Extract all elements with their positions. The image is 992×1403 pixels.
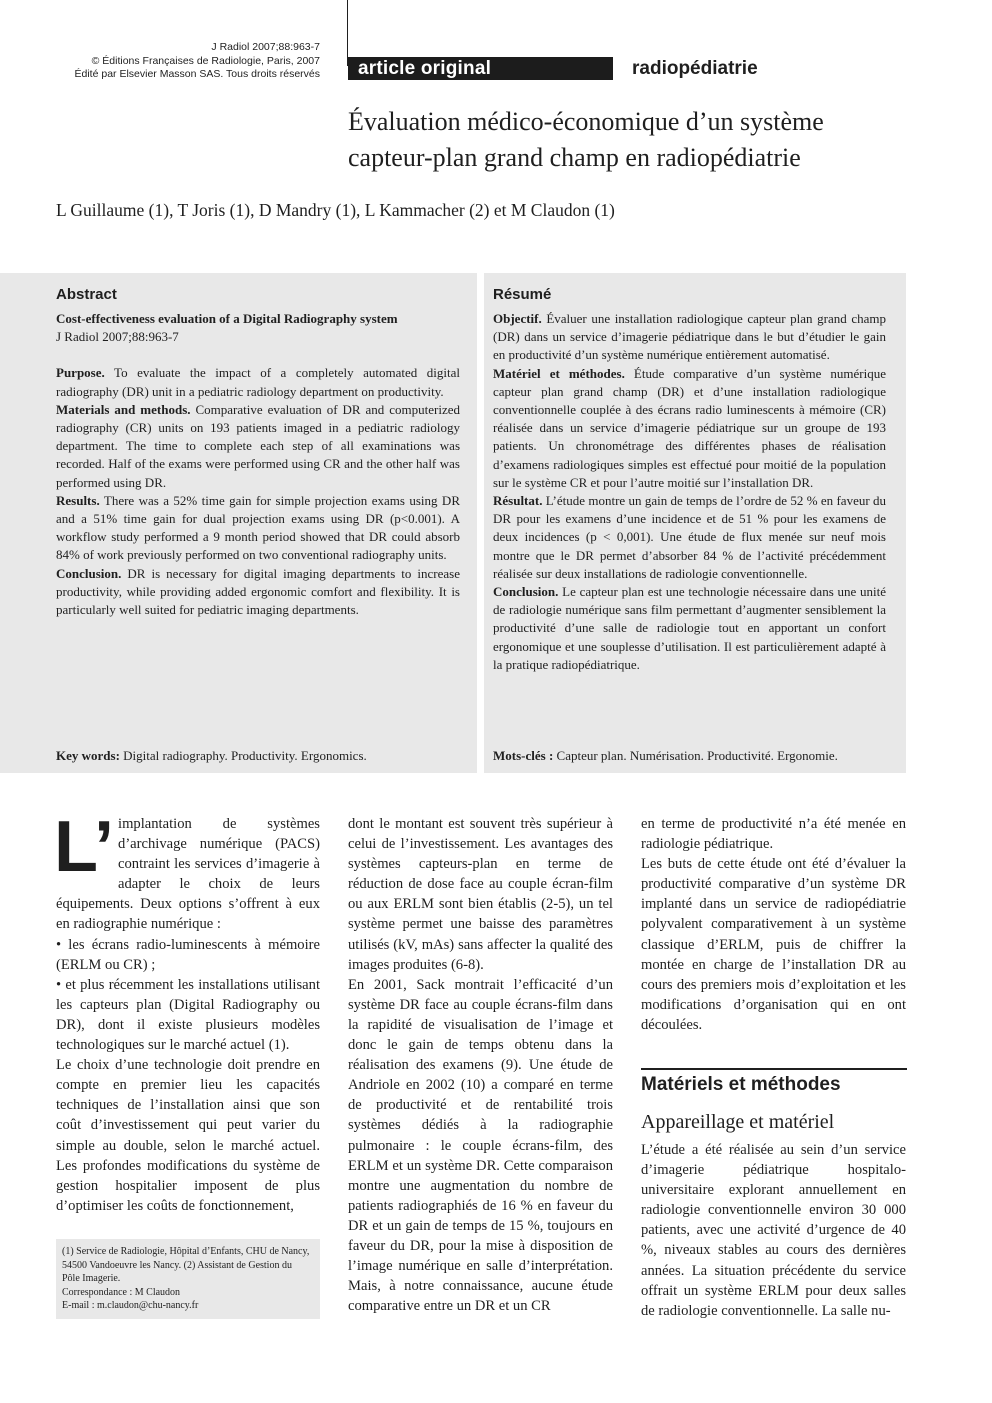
- body-column-3-bottom: [641, 1140, 906, 1321]
- footnote: [62, 1245, 312, 1313]
- resume-resultat: [493, 492, 886, 583]
- journal-publisher: Édité par Elsevier Masson SAS. Tous droits réservés: [74, 68, 320, 80]
- journal-citation: J Radiol 2007;88:963-7: [211, 41, 320, 53]
- rubric-label: radiopédiatrie: [632, 58, 758, 79]
- methodes-text: Étude comparative d’un système numérique capteur plan grand champ (DR) et d’une installation radiologique conventionnelle couplée à des écrans radio luminescents à mémoire (CR) réalisée dans un service d’imagerie pédiatrique sur un groupe de 193 patients. Un chronométrage des différentes phases de réalisation d’examens radiologiques simples est effectué pour moitié de la population sur le système CR et pour l’autre moitié sur l’installation DR.: [493, 365, 887, 490]
- section-heading: Matériels et méthodes: [641, 1074, 841, 1095]
- purpose-label: Purpose.: [56, 365, 105, 381]
- paragraph: dont le montant est souvent très supérieur à celui de l’investissement. Les avantages des systèmes capteurs-plan en terme de réduction de dose face au couple écran-film ou aux ERLM sont bien établis (2-5), un tel système permet une baisse des paramètres utilisés (kV, mAs) sans affecter la qualité des images produites (6-8).: [348, 816, 613, 973]
- conclusion-fr-text: Le capteur plan est une technologie nécessaire dans une unité de radiologie numérique sans film permettant d’augmenter sensiblement la productivité d’une salle de radiologie tout en apportant un confort ergonomique et une souplesse d’utilisation. Il est particulièrement adapté à la pratique radiopédiatrique.: [493, 584, 886, 672]
- keywords-en: [56, 747, 367, 765]
- abstract-subtitle: Cost-effectiveness evaluation of a Digital Radiography system: [56, 311, 398, 326]
- bullet-item: • les écrans radio-luminescents à mémoire (ERLM ou CR) ;: [56, 936, 320, 973]
- abstract-methods: [56, 401, 460, 492]
- body-column-2: [348, 814, 613, 1316]
- results-text: There was a 52% time gain for simple projection exams using DR and a 51% time gain for dual projection exams using DR (p<0.001). A workflow study performed a 9 month period showed that DR could absorb 84% of work previously performed on two conventional radiography units.: [56, 492, 460, 563]
- paragraph: en terme de productivité n’a été menée en radiologie pédiatrique.: [641, 816, 906, 853]
- conclusion-fr-label: Conclusion.: [493, 584, 559, 600]
- objectif-label: Objectif.: [493, 311, 542, 326]
- mots-cles-text: Capteur plan. Numérisation. Productivité. Ergonomie.: [553, 748, 838, 763]
- resume-conclusion: [493, 583, 886, 674]
- conclusion-label: Conclusion.: [56, 565, 122, 581]
- paragraph: En 2001, Sack montrait l’efficacité d’un système DR face au couple écrans-film dans la rapidité de visualisation de l’image et donc le gain de temps obtenu dans la réalisation des examens (9). Une étude de Andriole en 2002 (10) a comparé en terme de productivité et de rentabilité trois systèmes dédiés à la radiographie pulmonaire : le couple écrans-film, des ERLM et un système DR. Cette comparaison montre une augmentation du nombre de patients radiographiés de 16 % en faveur du DR et un gain de temps de 15 %, toujours en faveur du DR, pour la mise à disposition de l’image numérique en salle d’interprétation. Mais, à notre connaissance, aucune étude comparative entre un DR et un CR: [348, 976, 613, 1315]
- resume-methodes: [493, 365, 886, 492]
- keywords-fr: [493, 747, 838, 765]
- purpose-text: To evaluate the impact of a completely automated digital radiography (DR) unit in a pediatric radiology department on productivity.: [56, 365, 460, 399]
- body-column-3-top: [641, 814, 906, 1035]
- resultat-text: L’étude montre un gain de temps de l’ordre de 52 % en faveur du DR pour les examens d’une incidence et de 51 % pour les examens de deux incidences (p < 0,001). Une étude de flux menée sur neuf mois montre que le DR permet d’absorber 84 % de l’activité précédemment réalisée sur deux installations de radiologie conventionnelle.: [493, 493, 886, 581]
- conclusion-text: DR is necessary for digital imaging departments to increase productivity, while providing added ergonomic comfort and flexibility. It is particularly well suited for pediatric imaging departments.: [56, 565, 460, 618]
- results-label: Results.: [56, 492, 100, 508]
- resume-heading: Résumé: [493, 286, 552, 303]
- abstract-en: [56, 310, 460, 619]
- abstract-purpose: [56, 364, 460, 400]
- abstract-fr: [493, 310, 886, 674]
- resultat-label: Résultat.: [493, 493, 543, 509]
- footnote-email: E-mail : m.claudon@chu-nancy.fr: [62, 1300, 199, 1311]
- article-title: [348, 104, 908, 176]
- mots-cles-label: Mots-clés :: [493, 748, 554, 763]
- methodes-label: Matériel et méthodes.: [493, 365, 625, 381]
- title-line-1: Évaluation médico-économique d’un système: [348, 107, 824, 136]
- abstract-conclusion: [56, 565, 460, 620]
- author-list: L Guillaume (1), T Joris (1), D Mandry (1), L Kammacher (2) et M Claudon (1): [56, 200, 615, 220]
- paragraph: L’étude a été réalisée au sein d’un service d’imagerie pédiatrique hospitalo-universitaire explorant annuellement en radiologie conventionnelle environ 30 000 patients, avec une activité d’urgence de 40 %, niveaux stables au cours des dernières années. La situation précédente du service offrait un système ERLM pour deux salles de radiologie conventionnelle. La salle nu-: [641, 1142, 906, 1319]
- footnote-affiliations: (1) Service de Radiologie, Hôpital d’Enfants, CHU de Nancy, 54500 Vandoeuvre les Nancy. (2) Assistant de Gestion du Pôle Imagerie.: [62, 1246, 310, 1284]
- abstract-citation: J Radiol 2007;88:963-7: [56, 329, 179, 345]
- methods-text: Comparative evaluation of DR and computerized radiography (CR) units on 193 patients imaged in a pediatric radiology department. The time to complete each step of all examinations was recorded. Half of the exams were performed using CR and the other half was performed using DR.: [56, 401, 460, 490]
- bullet-item: • et plus récemment les installations utilisant les capteurs plan (Digital Radiography ou DR), dont il existe plusieurs modèles technologiques sur le marché actuel (1).: [56, 976, 320, 1054]
- resume-objectif: [493, 310, 886, 365]
- paragraph: Les buts de cette étude ont été d’évaluer la productivité comparative d’un système DR implanté dans un service de radiopédiatrie polyvalent comparativement à un système classique d’ERLM, puis de chiffrer la montée en charge de l’installation DR au cours des premiers mois d’exploitation et les modifications d’organisation qui en ont découlées.: [641, 856, 906, 1033]
- journal-copyright: © Éditions Françaises de Radiologie, Paris, 2007: [91, 54, 320, 67]
- abstract-heading: Abstract: [56, 286, 117, 303]
- article-type-banner: [348, 57, 613, 80]
- abstract-results: [56, 492, 460, 565]
- journal-info: [20, 41, 320, 82]
- paragraph: Le choix d’une technologie doit prendre en compte en premier lieu les capacités techniques de l’installation ainsi que son coût d’investissement qui peut varier du simple au double, selon le marché actuel. Les profondes modifications du système de gestion hospitalier imposent de plus d’optimiser les coûts de fonctionnement,: [56, 1057, 320, 1214]
- paragraph: [54, 807, 320, 935]
- objectif-text: Évaluer une installation radiologique capteur plan grand champ (DR) dans un service d’imagerie pédiatrique dans le but d’étudier le gain en productivité d’un système numérique entièrement automatisé.: [493, 311, 886, 363]
- subsection-heading: Appareillage et matériel: [641, 1111, 835, 1133]
- article-type-label: article original: [358, 58, 492, 79]
- drop-cap: L’: [54, 807, 115, 887]
- body-column-1: [54, 807, 320, 1216]
- paragraph-text: implantation de systèmes d’archivage numérique (PACS) contraint les services d’imagerie à adapter le choix de leurs équipements. Deux options s’offrent à eux en radiographie numérique :: [56, 816, 320, 933]
- section-rule: [641, 1068, 907, 1070]
- keywords-text: Digital radiography. Productivity. Ergonomics.: [119, 748, 367, 763]
- footnote-correspondence: Correspondance : M Claudon: [62, 1286, 181, 1298]
- methods-label: Materials and methods.: [56, 401, 191, 417]
- keywords-label: Key words:: [56, 748, 120, 763]
- title-line-2: capteur-plan grand champ en radiopédiatrie: [348, 143, 801, 172]
